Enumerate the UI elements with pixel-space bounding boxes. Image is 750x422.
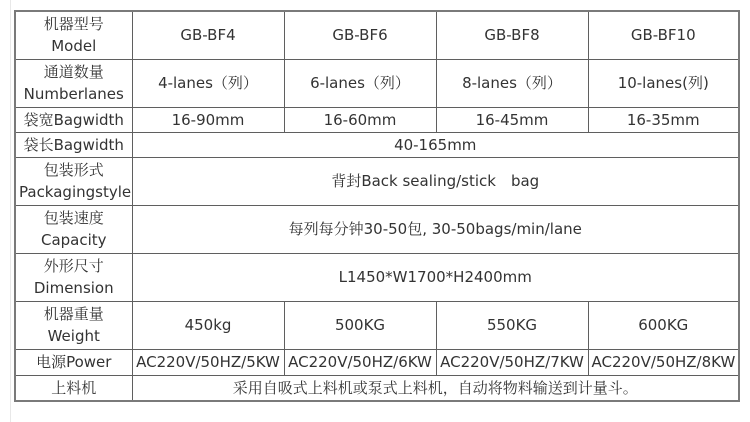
row-label-line: Model xyxy=(51,37,97,56)
cell-lanes-4: 10-lanes(列) xyxy=(588,59,739,107)
row-label-line: Capacity xyxy=(40,231,107,249)
cell-bagwidth-1: 16-90mm xyxy=(132,107,284,132)
cell-bagwidth-4: 16-35mm xyxy=(588,107,739,132)
row-label-bagwidth: 袋宽Bagwidth xyxy=(15,107,132,132)
cell-power-3: AC220V/50HZ/7KW xyxy=(436,349,588,375)
row-label-model xyxy=(15,11,132,59)
cell-power-4: AC220V/50HZ/8KW xyxy=(588,349,739,375)
cell-model-1: GB-BF4 xyxy=(132,11,284,59)
cell-lanes-1: 4-lanes（列） xyxy=(132,59,284,107)
cell-weight-4: 600KG xyxy=(588,301,739,349)
table-row-weight xyxy=(15,301,739,349)
table-row-lanes xyxy=(15,59,739,107)
row-label-line: 通道数量 xyxy=(43,63,104,81)
row-label-line: 机器型号 xyxy=(43,15,104,34)
row-label-line: 包装速度 xyxy=(43,209,104,227)
table-row-packstyle xyxy=(15,157,739,205)
row-label-dimension xyxy=(15,253,132,301)
cell-weight-2: 500KG xyxy=(284,301,436,349)
row-label-line: 外形尺寸 xyxy=(43,257,104,275)
page-edge-line xyxy=(10,0,11,422)
cell-model-2: GB-BF6 xyxy=(284,11,436,59)
table-row-dimension xyxy=(15,253,739,301)
table-row-feeder xyxy=(15,375,739,401)
row-label-line: Weight xyxy=(47,327,100,345)
table-row-baglength xyxy=(15,132,739,157)
cell-weight-3: 550KG xyxy=(436,301,588,349)
table-row-capacity xyxy=(15,205,739,253)
table-row-model xyxy=(15,11,739,59)
row-label-line: 包装形式 xyxy=(43,161,104,179)
row-label-lanes xyxy=(15,59,132,107)
cell-power-2: AC220V/50HZ/6KW xyxy=(284,349,436,375)
cell-lanes-3: 8-lanes（列） xyxy=(436,59,588,107)
cell-weight-1: 450kg xyxy=(132,301,284,349)
row-label-power: 电源Power xyxy=(15,349,132,375)
cell-bagwidth-2: 16-60mm xyxy=(284,107,436,132)
cell-dimension-span: L1450*W1700*H2400mm xyxy=(132,253,739,301)
spec-table xyxy=(14,10,740,402)
table-row-bagwidth xyxy=(15,107,739,132)
row-label-capacity xyxy=(15,205,132,253)
row-label-line: 机器重量 xyxy=(43,305,104,323)
row-label-line: Dimension xyxy=(33,279,114,297)
row-label-line: Packagingstyle xyxy=(19,183,132,201)
cell-model-3: GB-BF8 xyxy=(436,11,588,59)
cell-baglength-span: 40-165mm xyxy=(132,132,739,157)
cell-feeder-span: 采用自吸式上料机或泵式上料机，自动将物料输送到计量斗。 xyxy=(132,375,739,401)
cell-capacity-span: 每列每分钟30-50包, 30-50bags/min/lane xyxy=(132,205,739,253)
row-label-feeder: 上料机 xyxy=(15,375,132,401)
cell-lanes-2: 6-lanes（列） xyxy=(284,59,436,107)
cell-bagwidth-3: 16-45mm xyxy=(436,107,588,132)
row-label-packstyle xyxy=(15,157,132,205)
cell-packstyle-span: 背封Back sealing/stick bag xyxy=(132,157,739,205)
cell-power-1: AC220V/50HZ/5KW xyxy=(132,349,284,375)
row-label-weight xyxy=(15,301,132,349)
cell-model-4: GB-BF10 xyxy=(588,11,739,59)
table-row-power xyxy=(15,349,739,375)
row-label-line: Numberlanes xyxy=(23,85,124,103)
row-label-baglength: 袋长Bagwidth xyxy=(15,132,132,157)
